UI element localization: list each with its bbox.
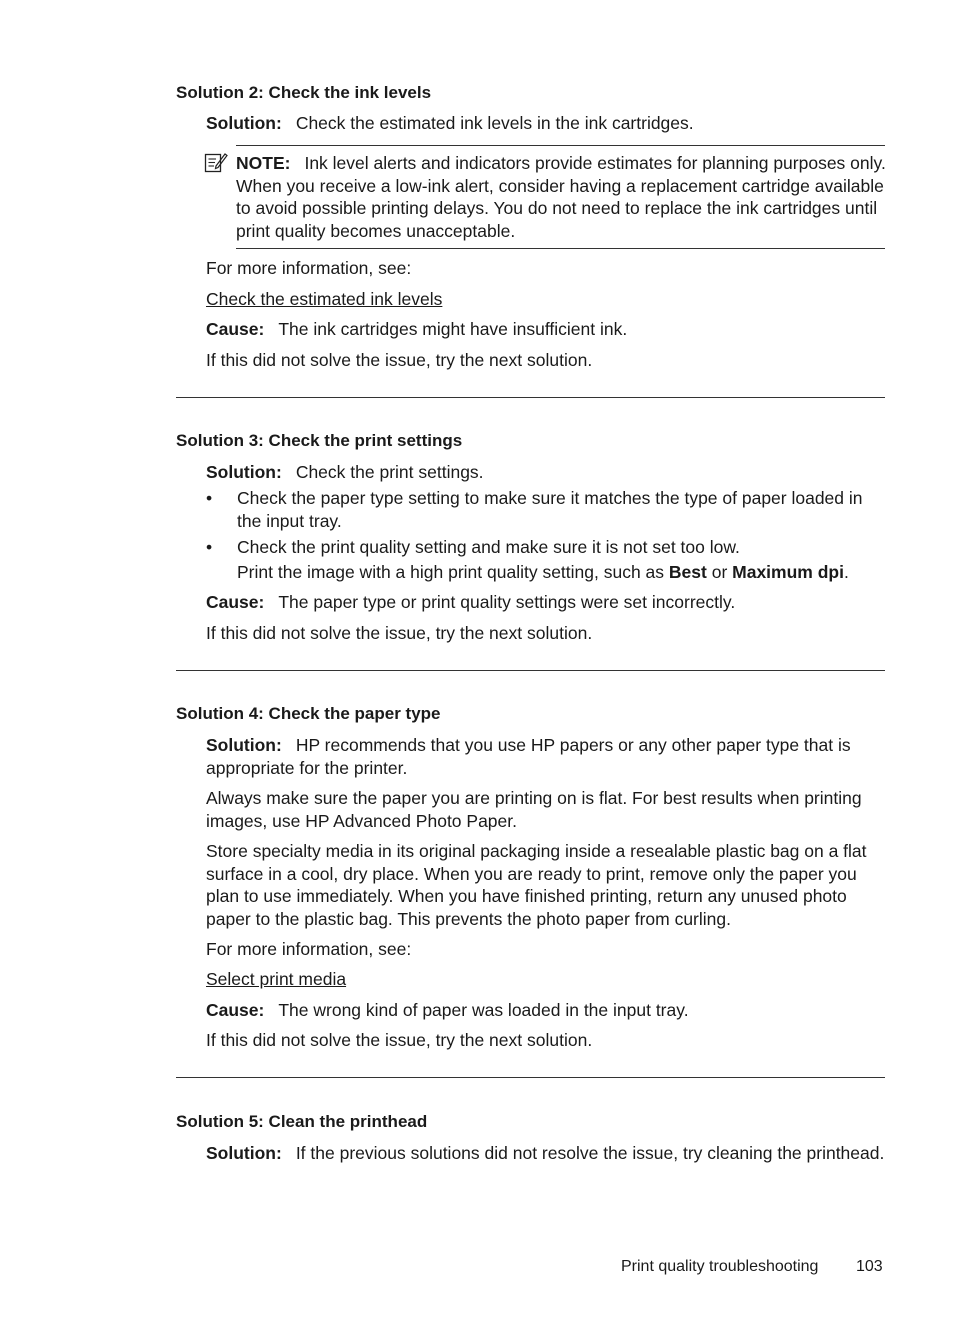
footer-section-title: Print quality troubleshooting <box>621 1258 819 1275</box>
note-text <box>236 152 888 242</box>
cause-body: The wrong kind of paper was loaded in the input tray. <box>278 1000 689 1020</box>
section-divider <box>176 670 885 671</box>
bullet-item-paper-type: Check the paper type setting to make sure it matches the type of paper loaded in the input tray. <box>237 488 863 531</box>
print-media-link-row <box>206 968 886 991</box>
solution-4-heading: Solution 4: Check the paper type <box>176 704 441 723</box>
note-label: NOTE: <box>236 153 291 173</box>
max-dpi-setting: Maximum dpi <box>732 562 844 582</box>
period: . <box>843 562 849 582</box>
flat-paper-paragraph: Always make sure the paper you are printing on is flat. For best results when printing images, use HP Advanced Photo Paper. <box>206 788 862 831</box>
bullet-item-print-quality: Check the print quality setting and make sure it is not set too low. <box>237 537 740 557</box>
solution-5-heading: Solution 5: Clean the printhead <box>176 1112 428 1131</box>
cause-body: The paper type or print quality settings were set incorrectly. <box>278 592 736 612</box>
solution-2-text <box>206 112 886 135</box>
bullet-marker: • <box>206 488 213 508</box>
cause-body: The ink cartridges might have insufficient ink. <box>278 319 628 339</box>
solution-body: Check the estimated ink levels in the ink cartridges. <box>295 113 694 133</box>
note-bottom-rule <box>236 248 885 249</box>
bullet-marker: • <box>206 537 213 557</box>
print-quality-suggestion <box>237 561 887 584</box>
suggestion-text: Print the image with a high print quality setting, such as <box>237 562 669 582</box>
solution-body: HP recommends that you use HP papers or any other paper type that is appropriate for the printer. <box>206 735 851 778</box>
cause-text <box>206 318 886 341</box>
cause-label: Cause: <box>206 592 265 612</box>
next-solution-text: If this did not solve the issue, try the next solution. <box>206 623 593 643</box>
solution-4-text <box>206 734 886 779</box>
solution-2-heading: Solution 2: Check the ink levels <box>176 83 432 102</box>
cause-text <box>206 591 886 614</box>
solution-label: Solution: <box>206 1143 282 1163</box>
solution-body: If the previous solutions did not resolve the issue, try cleaning the printhead. <box>295 1143 885 1163</box>
best-setting: Best <box>668 562 707 582</box>
solution-label: Solution: <box>206 735 282 755</box>
page-number: 103 <box>856 1258 883 1275</box>
or-text: or <box>706 562 733 582</box>
select-print-media-link[interactable]: Select print media <box>206 969 347 989</box>
solution-label: Solution: <box>206 462 282 482</box>
solution-5-text <box>206 1142 886 1165</box>
next-solution-text: If this did not solve the issue, try the next solution. <box>206 350 593 370</box>
section-divider <box>176 1077 885 1078</box>
solution-3-heading: Solution 3: Check the print settings <box>176 431 463 450</box>
note-top-rule <box>236 145 885 146</box>
solution-3-text <box>206 461 886 484</box>
solution-label: Solution: <box>206 113 282 133</box>
more-info-text: For more information, see: <box>206 258 412 278</box>
cause-label: Cause: <box>206 1000 265 1020</box>
ink-levels-link-row <box>206 288 886 311</box>
more-info-text: For more information, see: <box>206 939 412 959</box>
cause-label: Cause: <box>206 319 265 339</box>
note-icon <box>204 151 228 173</box>
solution-body: Check the print settings. <box>295 462 484 482</box>
storage-paragraph: Store specialty media in its original packaging inside a resealable plastic bag on a flat surface in a cool, dry place. When you are ready to print, remove only the paper you plan to use immediately. When you have finished printing, return any unused photo paper to the plastic bag. This prevents the photo paper from curling. <box>206 841 867 929</box>
check-ink-levels-link[interactable]: Check the estimated ink levels <box>206 289 443 309</box>
note-body: Ink level alerts and indicators provide estimates for planning purposes only. When you receive a low-ink alert, consider having a replacement cartridge available to avoid possible printing delays. You do not need to replace the ink cartridges until print quality becomes unacceptable. <box>236 153 886 241</box>
cause-text <box>206 999 886 1022</box>
section-divider <box>176 397 885 398</box>
next-solution-text: If this did not solve the issue, try the next solution. <box>206 1030 593 1050</box>
